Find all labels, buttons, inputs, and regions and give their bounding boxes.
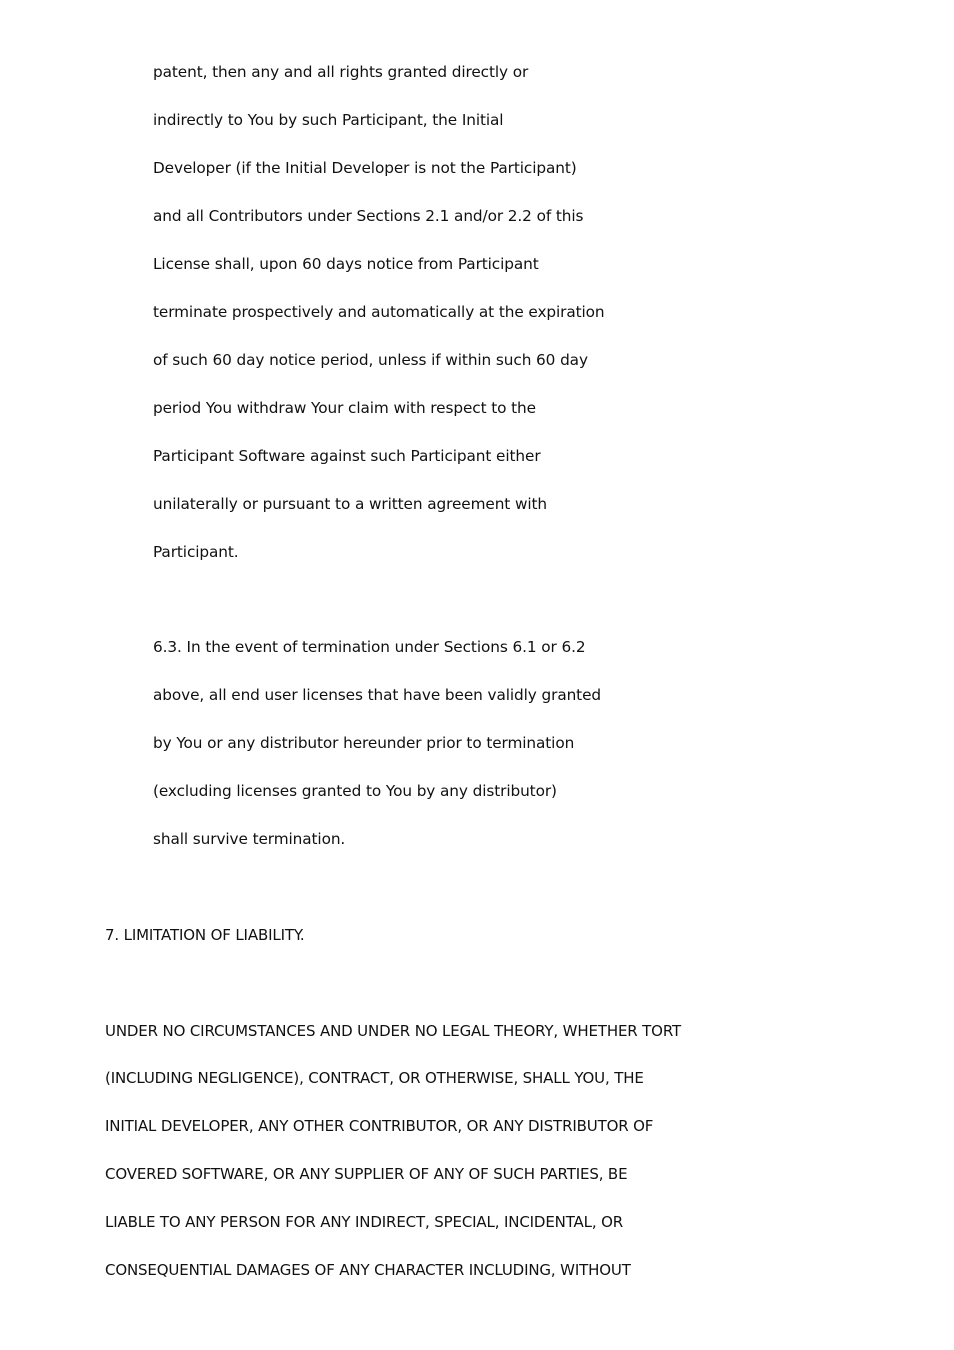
text-line: CONSEQUENTIAL DAMAGES OF ANY CHARACTER INCLUDING, WITHOUT xyxy=(105,1261,631,1279)
text-line: above, all end user licenses that have been validly granted xyxy=(153,686,602,704)
text-line: COVERED SOFTWARE, OR ANY SUPPLIER OF ANY OF SUCH PARTIES, BE xyxy=(105,1165,628,1183)
text-line: (excluding licenses granted to You by any distributor) xyxy=(153,782,557,800)
text-line: Participant. xyxy=(153,543,239,561)
text-line: of such 60 day notice period, unless if within such 60 day xyxy=(153,351,588,369)
text-line: (INCLUDING NEGLIGENCE), CONTRACT, OR OTHERWISE, SHALL YOU, THE xyxy=(105,1069,644,1087)
text-line: Participant Software against such Participant either xyxy=(153,447,541,465)
text-line: UNDER NO CIRCUMSTANCES AND UNDER NO LEGAL THEORY, WHETHER TORT xyxy=(105,1022,682,1040)
section-heading: 7. LIMITATION OF LIABILITY. xyxy=(105,926,305,944)
text-line: period You withdraw Your claim with respect to the xyxy=(153,399,536,417)
text-line: Developer (if the Initial Developer is not the Participant) xyxy=(153,159,577,177)
text-line: by You or any distributor hereunder prior to termination xyxy=(153,734,575,752)
text-line: shall survive termination. xyxy=(153,830,346,848)
text-line: unilaterally or pursuant to a written agreement with xyxy=(153,495,547,513)
text-line: 6.3. In the event of termination under Sections 6.1 or 6.2 xyxy=(153,638,586,656)
text-line: patent, then any and all rights granted directly or xyxy=(153,63,529,81)
text-line: INITIAL DEVELOPER, ANY OTHER CONTRIBUTOR, OR ANY DISTRIBUTOR OF xyxy=(105,1117,654,1135)
text-line: terminate prospectively and automatically at the expiration xyxy=(153,303,605,321)
text-line: LIABLE TO ANY PERSON FOR ANY INDIRECT, SPECIAL, INCIDENTAL, OR xyxy=(105,1213,624,1231)
text-line: indirectly to You by such Participant, the Initial xyxy=(153,111,504,129)
text-line: License shall, upon 60 days notice from Participant xyxy=(153,255,539,273)
text-line: and all Contributors under Sections 2.1 and/or 2.2 of this xyxy=(153,207,584,225)
